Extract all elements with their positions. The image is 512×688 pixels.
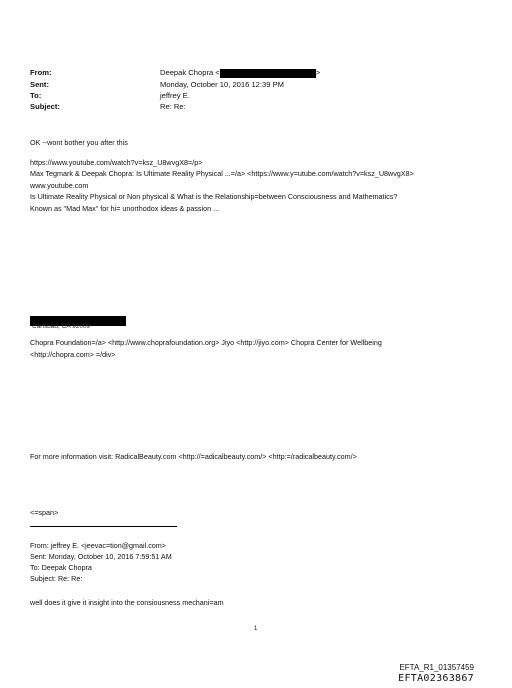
signature-partial-text: Carlsbad, CA 92009 — [32, 323, 91, 329]
to-label: To: — [30, 91, 42, 100]
foundation-links[interactable]: Chopra Foundation=/a> <http://www.choprafoundation.org> Jiyo <http://jiyo.com> Chopra Center for Wellbeing — [30, 338, 382, 347]
video-title-link[interactable]: Max Tegmark & Deepak Chopra: Is Ultimate Reality Physical ...=/a> <https://www.y=utube.com/watch?v=ksz_U8wvgX8> — [30, 169, 414, 178]
bates-number-large: EFTA02363867 — [398, 673, 474, 684]
from-value — [160, 67, 320, 79]
quoted-to: To: Deepak Chopra — [30, 563, 92, 572]
more-info-line[interactable]: For more information visit: RadicalBeauty.com <http://=adicalbeauty.com/> <http:=/radicalbeauty.com/> — [30, 452, 357, 461]
body-line-1: OK --wont bother you after this — [30, 138, 128, 147]
quoted-body: well does it give it insight into the consiousness mechani=am — [30, 598, 224, 607]
youtube-link[interactable]: https://www.youtube.com/watch?v=ksz_U8wvgX8=/p> — [30, 158, 203, 167]
signature-redaction — [30, 316, 126, 330]
subject-label: Subject: — [30, 102, 60, 111]
from-label: From: — [30, 68, 52, 77]
from-close: > — [315, 68, 321, 77]
quoted-from: From: jeffrey E. <jeevac=tion@gmail.com> — [30, 541, 166, 550]
quoted-subject: Subject: Re: Re: — [30, 574, 83, 583]
youtube-domain: www.youtube.com — [30, 181, 89, 190]
from-sender: Deepak Chopra < — [160, 68, 220, 77]
quoted-sent: Sent: Monday, October 10, 2016 7:59:51 AM — [30, 552, 172, 561]
redaction-bar — [220, 69, 316, 78]
foundation-links-2[interactable]: <http://chopra.com> =/div> — [30, 350, 116, 359]
video-description: Is Ultimate Reality Physical or Non physical & What is the Relationship=between Consciousness and Mathematics? — [30, 192, 398, 201]
to-value: jeffrey E. — [160, 91, 190, 100]
video-description-2: Known as "Mad Max" for hi= unorthodox ideas & passion ... — [30, 204, 220, 213]
separator-rule — [30, 526, 177, 527]
span-tag-text: <=span> — [30, 508, 59, 517]
bates-number-small: EFTA_R1_01357459 — [399, 663, 474, 672]
sent-label: Sent: — [30, 80, 49, 89]
subject-value: Re: Re: — [160, 102, 186, 111]
sent-value: Monday, October 10, 2016 12:39 PM — [160, 80, 284, 89]
page-number: 1 — [254, 626, 258, 632]
